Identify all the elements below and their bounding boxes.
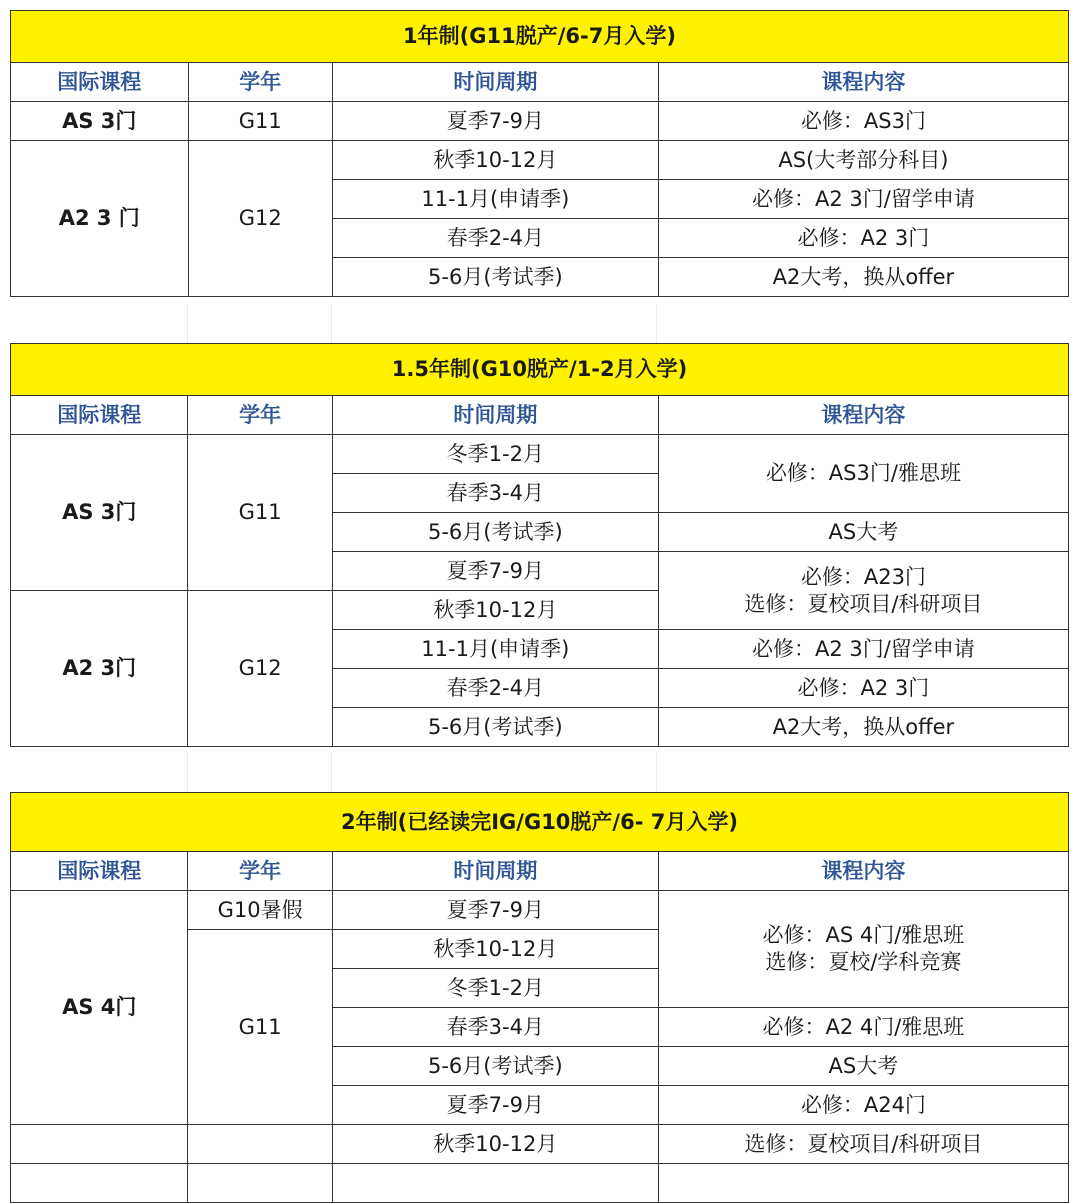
content-cell — [658, 1164, 1068, 1203]
period-cell: 夏季7-9月 — [332, 891, 658, 930]
period-cell: 秋季10-12月 — [332, 591, 658, 630]
header-course: 国际课程 — [11, 63, 189, 102]
period-cell: 春季3-4月 — [332, 1008, 658, 1047]
content-line: 选修：夏校项目/科研项目 — [744, 591, 983, 616]
content-cell: AS大考 — [658, 1047, 1068, 1086]
period-cell: 秋季10-12月 — [332, 1125, 658, 1164]
plan-1-table — [10, 10, 1069, 297]
period-cell: 夏季7-9月 — [332, 552, 658, 591]
period-cell: 春季3-4月 — [332, 474, 658, 513]
period-cell: 5-6月(考试季) — [332, 513, 658, 552]
content-line: 必修：A23门 — [800, 564, 926, 589]
header-period: 时间周期 — [332, 63, 658, 102]
period-cell: 春季2-4月 — [332, 669, 658, 708]
plan-3-table — [10, 792, 1069, 1203]
header-course: 国际课程 — [11, 852, 188, 891]
period-cell: 春季2-4月 — [332, 219, 658, 258]
course-cell: AS 3门 — [11, 435, 188, 591]
content-cell: AS(大考部分科目) — [658, 141, 1068, 180]
year-cell: G12 — [188, 591, 332, 747]
header-period: 时间周期 — [332, 852, 658, 891]
spacer-row — [10, 752, 1069, 792]
period-cell: 11-1月(申请季) — [332, 180, 658, 219]
period-cell: 冬季1-2月 — [332, 969, 658, 1008]
content-cell: 必修：AS3门/雅思班 — [658, 435, 1068, 513]
year-cell: G11 — [188, 102, 332, 141]
header-year: 学年 — [188, 396, 332, 435]
header-year: 学年 — [188, 852, 332, 891]
period-cell: 5-6月(考试季) — [332, 708, 658, 747]
period-cell — [332, 1164, 658, 1203]
content-cell: 必修：A2 3门/留学申请 — [658, 630, 1068, 669]
course-cell: A2 3门 — [11, 591, 188, 747]
content-cell: A2大考，换从offer — [658, 708, 1068, 747]
content-cell: AS大考 — [658, 513, 1068, 552]
period-cell: 5-6月(考试季) — [332, 258, 658, 297]
header-course: 国际课程 — [11, 396, 188, 435]
period-cell: 5-6月(考试季) — [332, 1047, 658, 1086]
period-cell: 秋季10-12月 — [332, 930, 658, 969]
year-cell: G11 — [188, 930, 332, 1125]
content-cell: 必修：A2 3门 — [658, 669, 1068, 708]
content-cell: 必修：AS3门 — [658, 102, 1068, 141]
content-line: 必修：AS 4门/雅思班 — [762, 923, 965, 947]
course-cell — [11, 1125, 188, 1164]
content-cell: 选修：夏校项目/科研项目 — [658, 1125, 1068, 1164]
year-cell: G10暑假 — [188, 891, 332, 930]
content-cell: 必修：A24门 — [658, 1086, 1068, 1125]
course-cell — [11, 1164, 188, 1203]
content-cell — [658, 552, 1068, 630]
content-cell: 必修：A2 4门/雅思班 — [658, 1008, 1068, 1047]
header-year: 学年 — [188, 63, 332, 102]
plan-2-table — [10, 343, 1069, 747]
content-cell: A2大考，换从offer — [658, 258, 1068, 297]
period-cell: 夏季7-9月 — [332, 1086, 658, 1125]
plan-3-title: 2年制(已经读完IG/G10脱产/6- 7月入学) — [11, 793, 1069, 852]
plan-2-title: 1.5年制(G10脱产/1-2月入学) — [11, 344, 1069, 396]
content-cell: 必修：A2 3门 — [658, 219, 1068, 258]
course-cell: AS 3门 — [11, 102, 189, 141]
year-cell — [188, 1164, 332, 1203]
period-cell: 夏季7-9月 — [332, 102, 658, 141]
period-cell: 11-1月(申请季) — [332, 630, 658, 669]
header-period: 时间周期 — [332, 396, 658, 435]
content-line: 选修：夏校/学科竞赛 — [765, 950, 962, 974]
year-cell: G12 — [188, 141, 332, 297]
content-cell — [658, 891, 1068, 1008]
spacer-row — [10, 303, 1069, 343]
plan-1-title: 1年制(G11脱产/6-7月入学) — [11, 11, 1069, 63]
course-cell: A2 3 门 — [11, 141, 189, 297]
header-content: 课程内容 — [658, 63, 1068, 102]
year-cell: G11 — [188, 435, 332, 591]
period-cell: 冬季1-2月 — [332, 435, 658, 474]
year-cell — [188, 1125, 332, 1164]
content-cell: 必修：A2 3门/留学申请 — [658, 180, 1068, 219]
header-content: 课程内容 — [658, 852, 1068, 891]
period-cell: 秋季10-12月 — [332, 141, 658, 180]
header-content: 课程内容 — [658, 396, 1068, 435]
course-cell: AS 4门 — [11, 891, 188, 1125]
